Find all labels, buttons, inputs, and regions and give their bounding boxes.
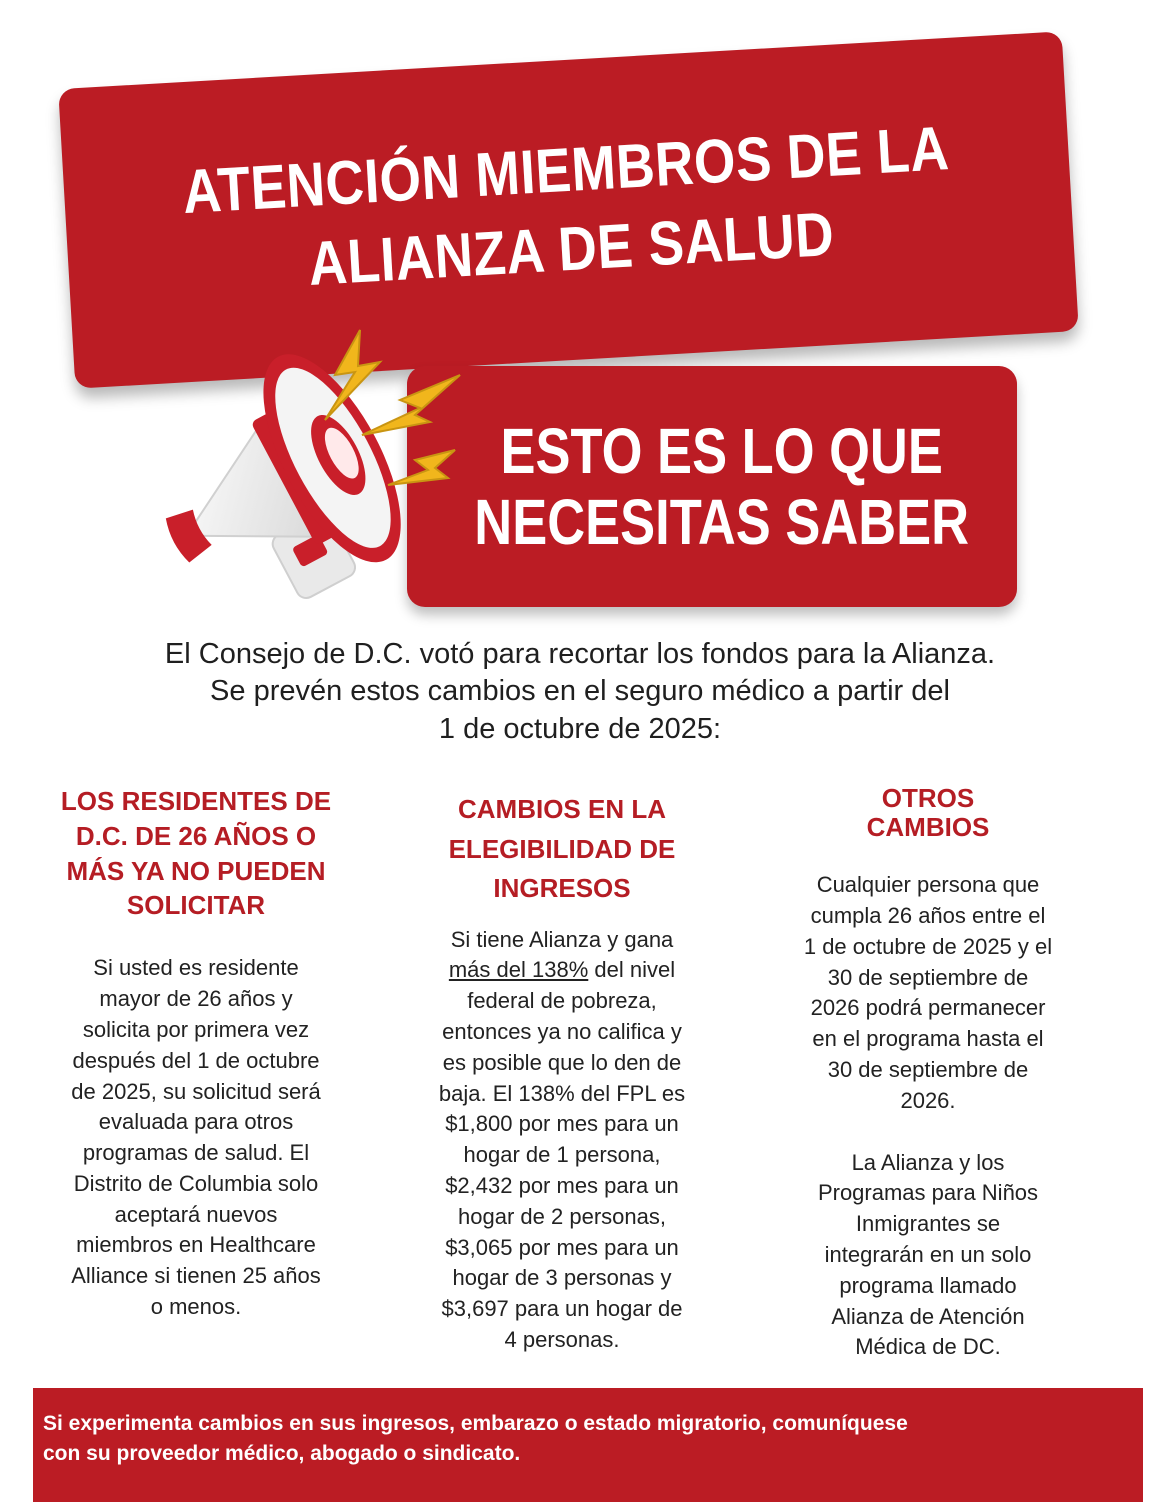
- body-line: cumpla 26 años entre el: [810, 902, 1046, 928]
- title-line: ATENCIÓN MIEMBROS DE LA: [181, 113, 952, 227]
- body-line: solicita por primera vez: [82, 1016, 310, 1042]
- body-line: o menos.: [150, 1294, 242, 1320]
- body-line: 1 de octubre de 2025 y el: [803, 933, 1053, 959]
- heading-line: SOLICITAR: [126, 890, 266, 921]
- heading-line: CAMBIOS EN LA: [458, 794, 666, 824]
- column-body: [48, 953, 344, 1323]
- intro-line: Se prevén estos cambios en el seguro médico a partir del: [210, 675, 950, 708]
- footer-line: con su proveedor médico, abogado o sindicato.: [43, 1442, 521, 1466]
- body-line: Inmigrantes se: [855, 1211, 1001, 1237]
- body-line: de 2025, su solicitud será: [71, 1078, 321, 1104]
- page-subtitle: [407, 366, 1037, 607]
- body-line: Alianza de Atención: [831, 1303, 1025, 1329]
- footer-line: Si experimenta cambios en sus ingresos, embarazo o estado migratorio, comuníquese: [43, 1412, 908, 1435]
- body-line: en el programa hasta el: [812, 1026, 1044, 1052]
- title-line: ALIANZA DE SALUD: [306, 199, 836, 300]
- heading-line: ELEGIBILIDAD DE: [448, 833, 676, 864]
- body-line: 2026.: [900, 1087, 956, 1113]
- body-line: programa llamado: [839, 1272, 1017, 1298]
- footer-notice: [33, 1388, 1143, 1502]
- megaphone-icon: [130, 320, 490, 620]
- body-line: 30 de septiembre de: [827, 1056, 1029, 1082]
- body-line: 4 personas.: [504, 1326, 620, 1352]
- body-line: 2026 podrá permanecer: [810, 995, 1046, 1021]
- body-line: Si usted es residente: [93, 955, 299, 981]
- body-line: evaluada para otros: [98, 1109, 294, 1135]
- column-body: [778, 870, 1078, 1116]
- heading-line: LOS RESIDENTES DE: [60, 786, 332, 816]
- intro-line: 1 de octubre de 2025:: [438, 712, 722, 745]
- subtitle-line: ESTO ES LO QUE: [500, 415, 944, 488]
- body-line: Programas para Niños: [817, 1180, 1039, 1206]
- body-line: $3,697 para un hogar de: [441, 1296, 683, 1322]
- body-line: es posible que lo den de: [442, 1049, 682, 1075]
- body-line: después del 1 de octubre: [72, 1047, 320, 1073]
- body-line: $2,432 por mes para un: [445, 1172, 679, 1198]
- column-heading: [48, 784, 344, 923]
- column-other-changes: [778, 784, 1078, 1363]
- heading-line: CAMBIOS: [866, 811, 990, 842]
- body-line: miembros en Healthcare: [76, 1232, 316, 1258]
- body-line: 30 de septiembre de: [827, 964, 1029, 990]
- body-line: Si tiene Alianza y gana: [450, 926, 674, 952]
- heading-line: OTROS: [881, 783, 975, 813]
- body-line: mayor de 26 años y: [99, 986, 293, 1012]
- heading-line: INGRESOS: [493, 873, 631, 904]
- column-age-limit: [48, 784, 344, 1323]
- body-line: Distrito de Columbia solo: [73, 1170, 319, 1196]
- heading-line: MÁS YA NO PUEDEN: [66, 855, 326, 886]
- body-line: entonces ya no califica y: [442, 1018, 682, 1044]
- heading-line: D.C. DE 26 AÑOS O: [75, 820, 317, 851]
- subtitle-line: NECESITAS SABER: [474, 485, 970, 558]
- body-line: integrarán en un solo: [824, 1241, 1032, 1267]
- intro-text: [60, 636, 1100, 748]
- underlined-threshold: más del 138%: [448, 957, 589, 983]
- body-line: Alliance si tienen 25 años: [71, 1263, 321, 1289]
- body-text: del nivel: [588, 957, 676, 983]
- body-line: federal de pobreza,: [467, 988, 657, 1014]
- body-line: Médica de DC.: [855, 1334, 1001, 1360]
- body-line: aceptará nuevos: [114, 1201, 278, 1227]
- body-line: $1,800 por mes para un: [445, 1111, 679, 1137]
- body-line: hogar de 2 personas,: [458, 1203, 666, 1229]
- column-income-eligibility: [412, 790, 712, 1356]
- body-line: programas de salud. El: [82, 1140, 310, 1166]
- body-line: hogar de 3 personas y: [452, 1265, 672, 1291]
- body-line: Cualquier persona que: [816, 872, 1040, 898]
- body-line: La Alianza y los: [851, 1149, 1005, 1175]
- body-line: hogar de 1 persona,: [463, 1142, 661, 1168]
- intro-line: El Consejo de D.C. votó para recortar los fondos para la Alianza.: [164, 638, 996, 670]
- body-line: $3,065 por mes para un: [445, 1234, 679, 1260]
- body-line: [412, 955, 712, 986]
- column-body: [412, 925, 712, 1356]
- body-line: baja. El 138% del FPL es: [438, 1080, 686, 1106]
- column-body: [778, 1148, 1078, 1364]
- column-heading: [412, 790, 712, 909]
- column-heading: [778, 784, 1078, 841]
